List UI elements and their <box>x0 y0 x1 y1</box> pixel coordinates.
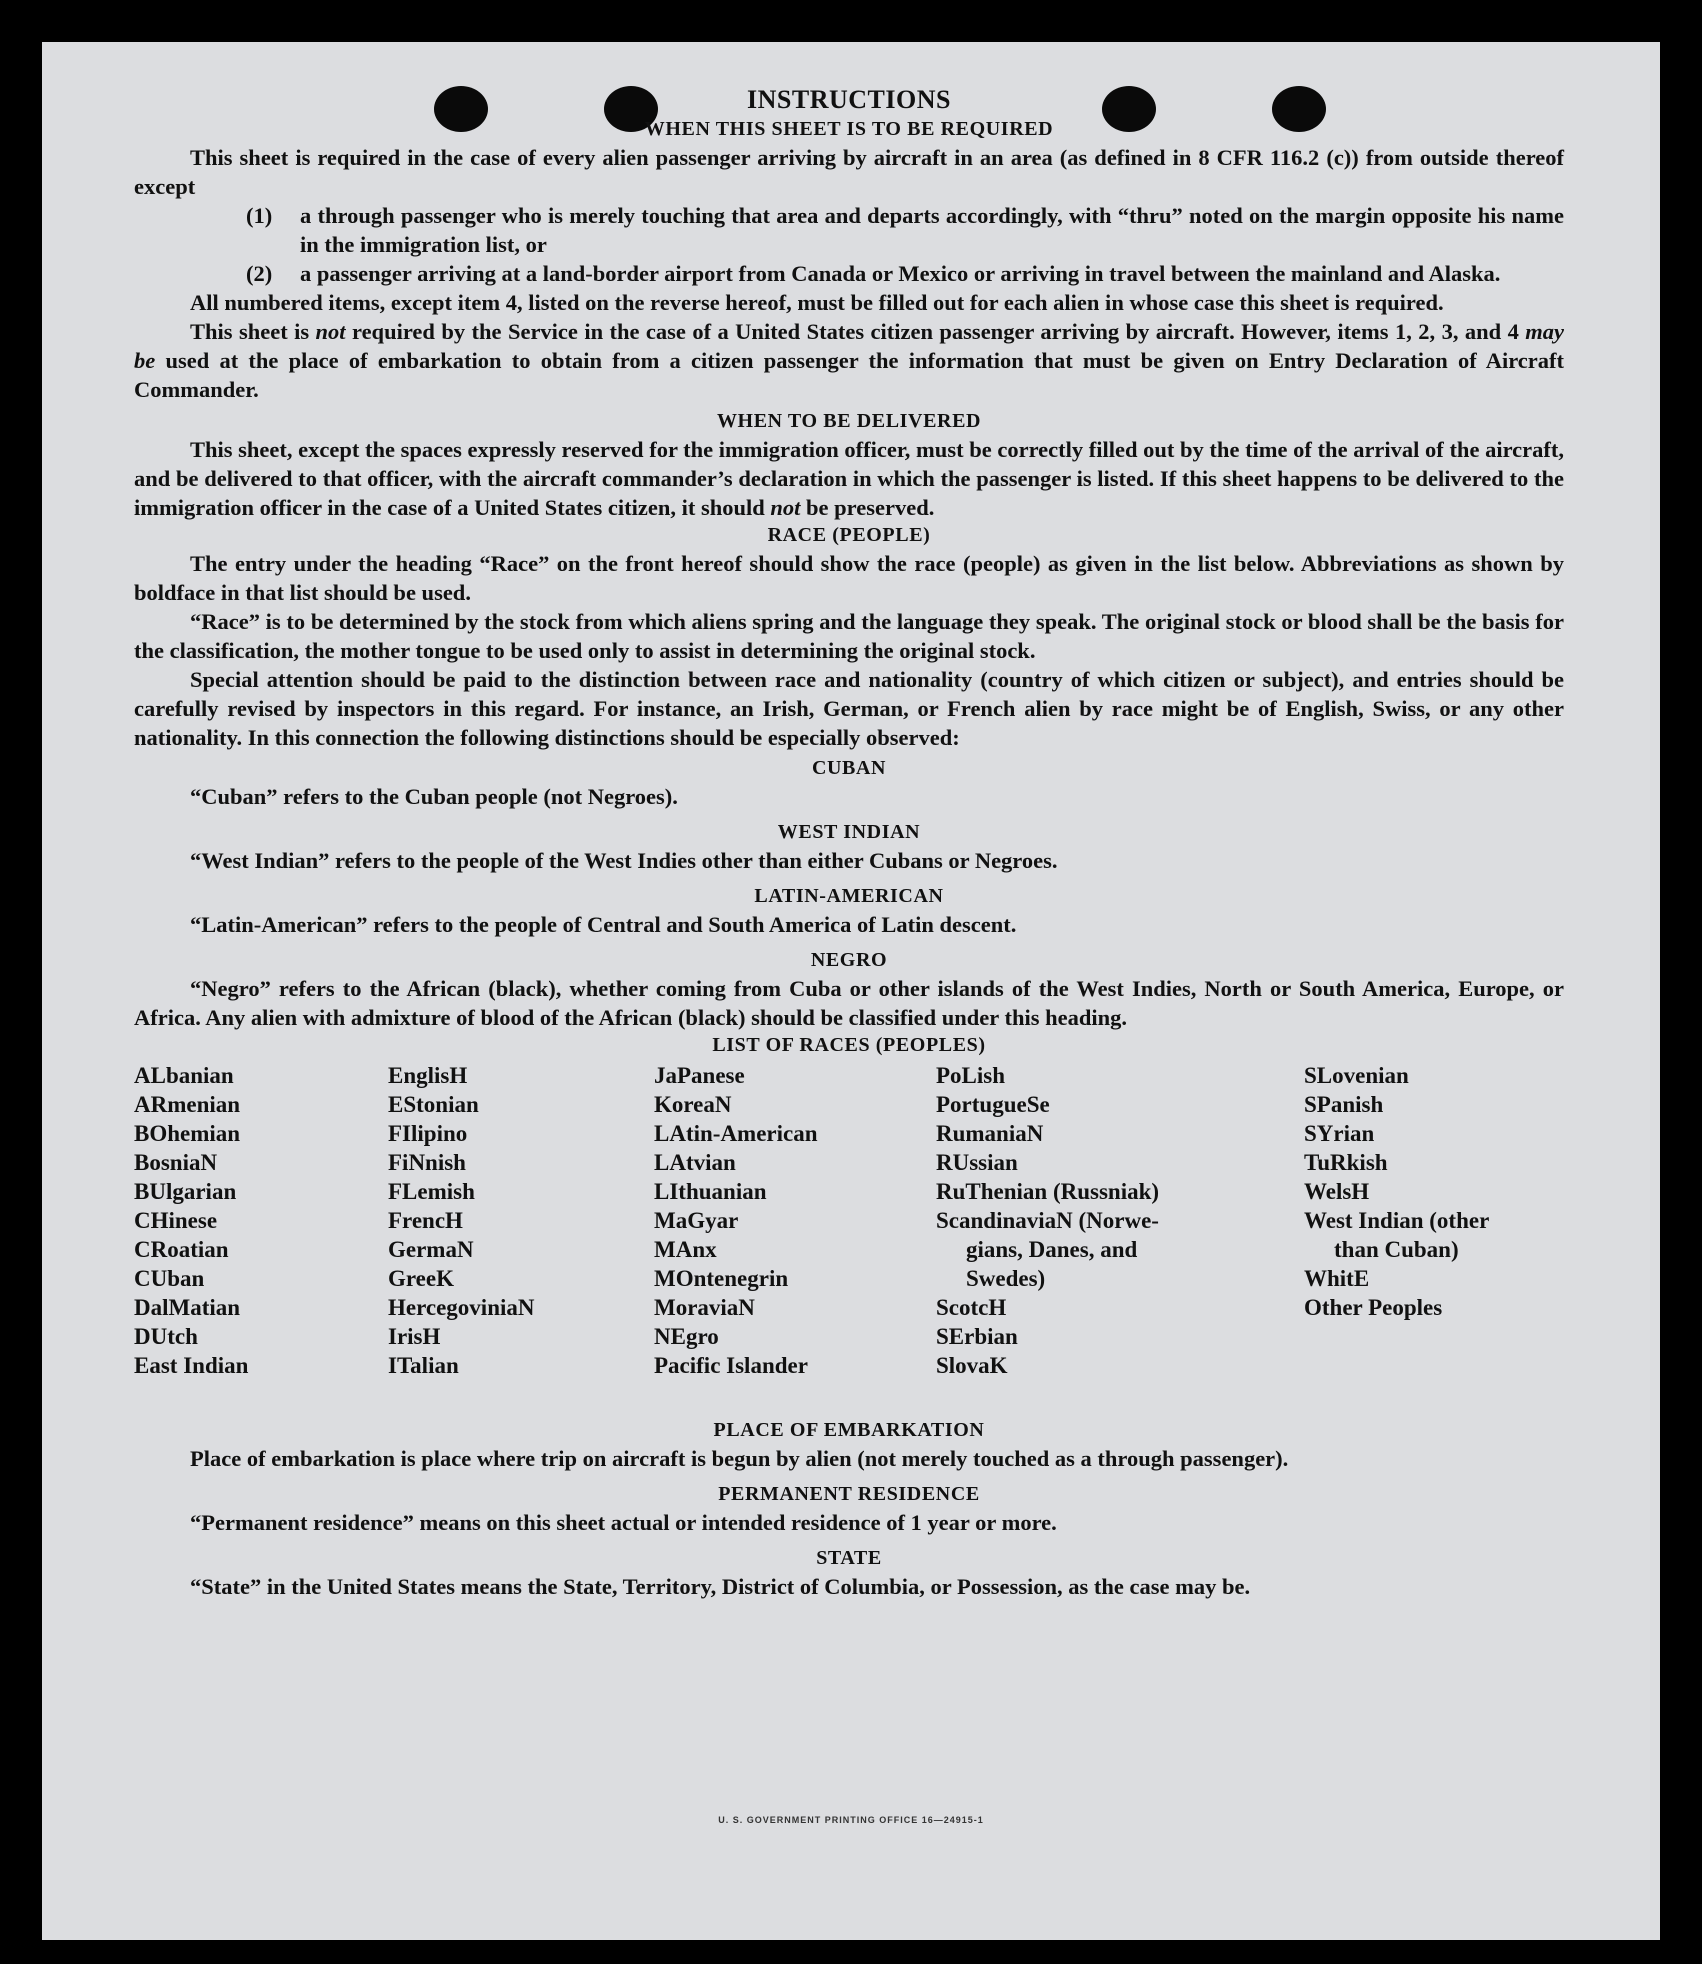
paragraph: “Permanent residence” means on this sheet actual or intended residence of 1 year or more. <box>190 1510 1057 1535</box>
text-run: This sheet, except the spaces expressly reserved for the immigration officer, must be correctly filled out by the time of the arrival of the aircraft, and be delivered to that officer, with the aircraft commander’s declaration in which the passenger is listed. If this sheet happens to be delivered to the immigration officer in the case of a United States citizen, it should <box>134 437 1564 520</box>
race-entry: East Indian <box>134 1353 249 1378</box>
paragraph: All numbered items, except item 4, listed on the reverse hereof, must be filled out for each alien in whose case this sheet is required. <box>190 290 1444 315</box>
race-entry: BUlgarian <box>134 1179 237 1204</box>
race-entry: JaPanese <box>654 1063 745 1088</box>
race-entry: ScandinaviaN (Norwe- <box>936 1208 1159 1233</box>
list-item <box>246 259 1564 288</box>
race-entry: HercegoviniaN <box>388 1295 535 1320</box>
races-column <box>654 1061 818 1380</box>
race-entry: LAtvian <box>654 1150 736 1175</box>
race-entry: TuRkish <box>1304 1150 1388 1175</box>
race-entry: ScotcH <box>936 1295 1007 1320</box>
race-entry: RuThenian (Russniak) <box>936 1179 1160 1204</box>
race-entry: CHinese <box>134 1208 218 1233</box>
race-entry: ITalian <box>388 1353 459 1378</box>
race-entry: ALbanian <box>134 1063 234 1088</box>
list-item <box>246 201 1564 259</box>
races-column <box>388 1061 535 1380</box>
section-heading-latin-american: LATIN-AMERICAN <box>754 885 944 907</box>
text-run: used at the place of embarkation to obtain from a citizen passenger the information that must be given on Entry Declaration of Aircraft Commander. <box>134 348 1564 402</box>
race-entry: MOntenegrin <box>654 1266 789 1291</box>
instructions-body <box>134 84 1564 1601</box>
race-entry: IrisH <box>388 1324 441 1349</box>
item-number: (1) <box>246 203 273 228</box>
race-entry: SErbian <box>936 1324 1018 1349</box>
section-heading-west-indian: WEST INDIAN <box>777 821 921 843</box>
paragraph: Special attention should be paid to the distinction between race and nationality (country of which citizen or subject), and entries should be carefully revised by inspectors in this regard. For instance, an Irish, German, or French alien by race might be of English, Swiss, or any other nationality. In this connection the following distinctions should be especially observed: <box>134 667 1564 750</box>
race-entry: MAnx <box>654 1237 717 1262</box>
race-entry: FiNnish <box>388 1150 466 1175</box>
race-entry: EnglisH <box>388 1063 468 1088</box>
section-heading-state: STATE <box>816 1547 882 1569</box>
races-list <box>134 1061 1564 1417</box>
paragraph: “State” in the United States means the State, Territory, District of Columbia, or Possession, as the case may be. <box>190 1574 1251 1599</box>
section-heading-embarkation: PLACE OF EMBARKATION <box>713 1419 985 1441</box>
race-entry: gians, Danes, and <box>966 1237 1138 1262</box>
paragraph: Place of embarkation is place where trip on aircraft is begun by alien (not merely touched as a through passenger). <box>190 1446 1289 1471</box>
race-entry: West Indian (other <box>1304 1208 1490 1233</box>
text-run: This sheet is <box>190 319 316 344</box>
section-heading-delivered: WHEN TO BE DELIVERED <box>716 410 982 432</box>
races-column <box>1304 1061 1489 1322</box>
section-heading-race: RACE (PEOPLE) <box>767 524 931 546</box>
paragraph: The entry under the heading “Race” on the front hereof should show the race (people) as given in the list below. Abbreviations as shown by boldface in that list should be used. <box>134 551 1564 605</box>
race-entry: RUssian <box>936 1150 1018 1175</box>
race-entry: DUtch <box>134 1324 198 1349</box>
race-entry: MoraviaN <box>654 1295 755 1320</box>
race-entry: ARmenian <box>134 1092 241 1117</box>
race-entry: SPanish <box>1304 1092 1384 1117</box>
race-entry: MaGyar <box>654 1208 739 1233</box>
race-entry: NEgro <box>654 1324 719 1349</box>
item-text: a through passenger who is merely touching that area and departs accordingly, with “thru” noted on the margin opposite his name in the immigration list, or <box>300 203 1564 257</box>
race-entry: KoreaN <box>654 1092 732 1117</box>
section-heading-residence: PERMANENT RESIDENCE <box>718 1483 980 1505</box>
race-entry: SLovenian <box>1304 1063 1409 1088</box>
race-entry: WelsH <box>1304 1179 1370 1204</box>
race-entry: BosniaN <box>134 1150 218 1175</box>
section-heading-races-list: LIST OF RACES (PEOPLES) <box>712 1034 986 1056</box>
item-text: a passenger arriving at a land-border airport from Canada or Mexico or arriving in travel between the mainland and Alaska. <box>300 261 1501 286</box>
race-entry: SlovaK <box>936 1353 1008 1378</box>
text-run: be preserved. <box>800 495 935 520</box>
race-entry: WhitE <box>1304 1266 1370 1291</box>
race-entry: GermaN <box>388 1237 474 1262</box>
printer-imprint: U. S. GOVERNMENT PRINTING OFFICE 16—24915-1 <box>718 1815 984 1825</box>
page-title: INSTRUCTIONS <box>747 85 951 114</box>
paragraph: This sheet is required in the case of every alien passenger arriving by aircraft in an area (as defined in 8 CFR 116.2 (c)) from outside thereof except <box>134 145 1564 199</box>
race-entry: PoLish <box>936 1063 1006 1088</box>
paragraph: “Negro” refers to the African (black), whether coming from Cuba or other islands of the West Indies, North or South America, Europe, or Africa. Any alien with admixture of blood of the African (black) should be classified under this heading. <box>134 976 1564 1030</box>
text-run: required by the Service in the case of a United States citizen passenger arriving by aircraft. However, items 1, 2, 3, and 4 <box>345 319 1526 344</box>
section-heading-negro: NEGRO <box>810 949 888 971</box>
section-heading-required: WHEN THIS SHEET IS TO BE REQUIRED <box>644 118 1054 140</box>
race-entry: GreeK <box>388 1266 454 1291</box>
race-entry: FIlipino <box>388 1121 468 1146</box>
section-heading-cuban: CUBAN <box>811 757 887 779</box>
race-entry: FLemish <box>388 1179 475 1204</box>
race-entry: LAtin-American <box>654 1121 818 1146</box>
race-entry: DalMatian <box>134 1295 241 1320</box>
races-column <box>134 1061 248 1380</box>
item-number: (2) <box>246 261 273 286</box>
paragraph <box>134 435 1564 522</box>
race-entry: EStonian <box>388 1092 479 1117</box>
emphasis: not <box>770 495 801 520</box>
race-entry: than Cuban) <box>1334 1237 1459 1262</box>
race-entry: CUban <box>134 1266 205 1291</box>
emphasis: not <box>315 319 346 344</box>
document-page <box>42 42 1660 1940</box>
race-entry: Pacific Islander <box>654 1353 808 1378</box>
emphasis: may be <box>134 319 1564 373</box>
race-entry: Swedes) <box>966 1266 1046 1291</box>
race-entry: RumaniaN <box>936 1121 1044 1146</box>
race-entry: CRoatian <box>134 1237 229 1262</box>
paragraph: “Cuban” refers to the Cuban people (not Negroes). <box>190 784 678 809</box>
race-entry: BOhemian <box>134 1121 241 1146</box>
paragraph: “Race” is to be determined by the stock from which aliens spring and the language they speak. The original stock or blood shall be the basis for the classification, the mother tongue to be used only to assist in determining the original stock. <box>134 609 1564 663</box>
race-entry: FrencH <box>388 1208 463 1233</box>
race-entry: SYrian <box>1304 1121 1375 1146</box>
paragraph: “West Indian” refers to the people of the West Indies other than either Cubans or Negroes. <box>190 848 1058 873</box>
race-entry: PortugueSe <box>936 1092 1050 1117</box>
race-entry: LIthuanian <box>654 1179 767 1204</box>
paragraph <box>134 317 1564 404</box>
paragraph: “Latin-American” refers to the people of Central and South America of Latin descent. <box>190 912 1017 937</box>
races-column <box>936 1061 1159 1380</box>
race-entry: Other Peoples <box>1304 1295 1443 1320</box>
